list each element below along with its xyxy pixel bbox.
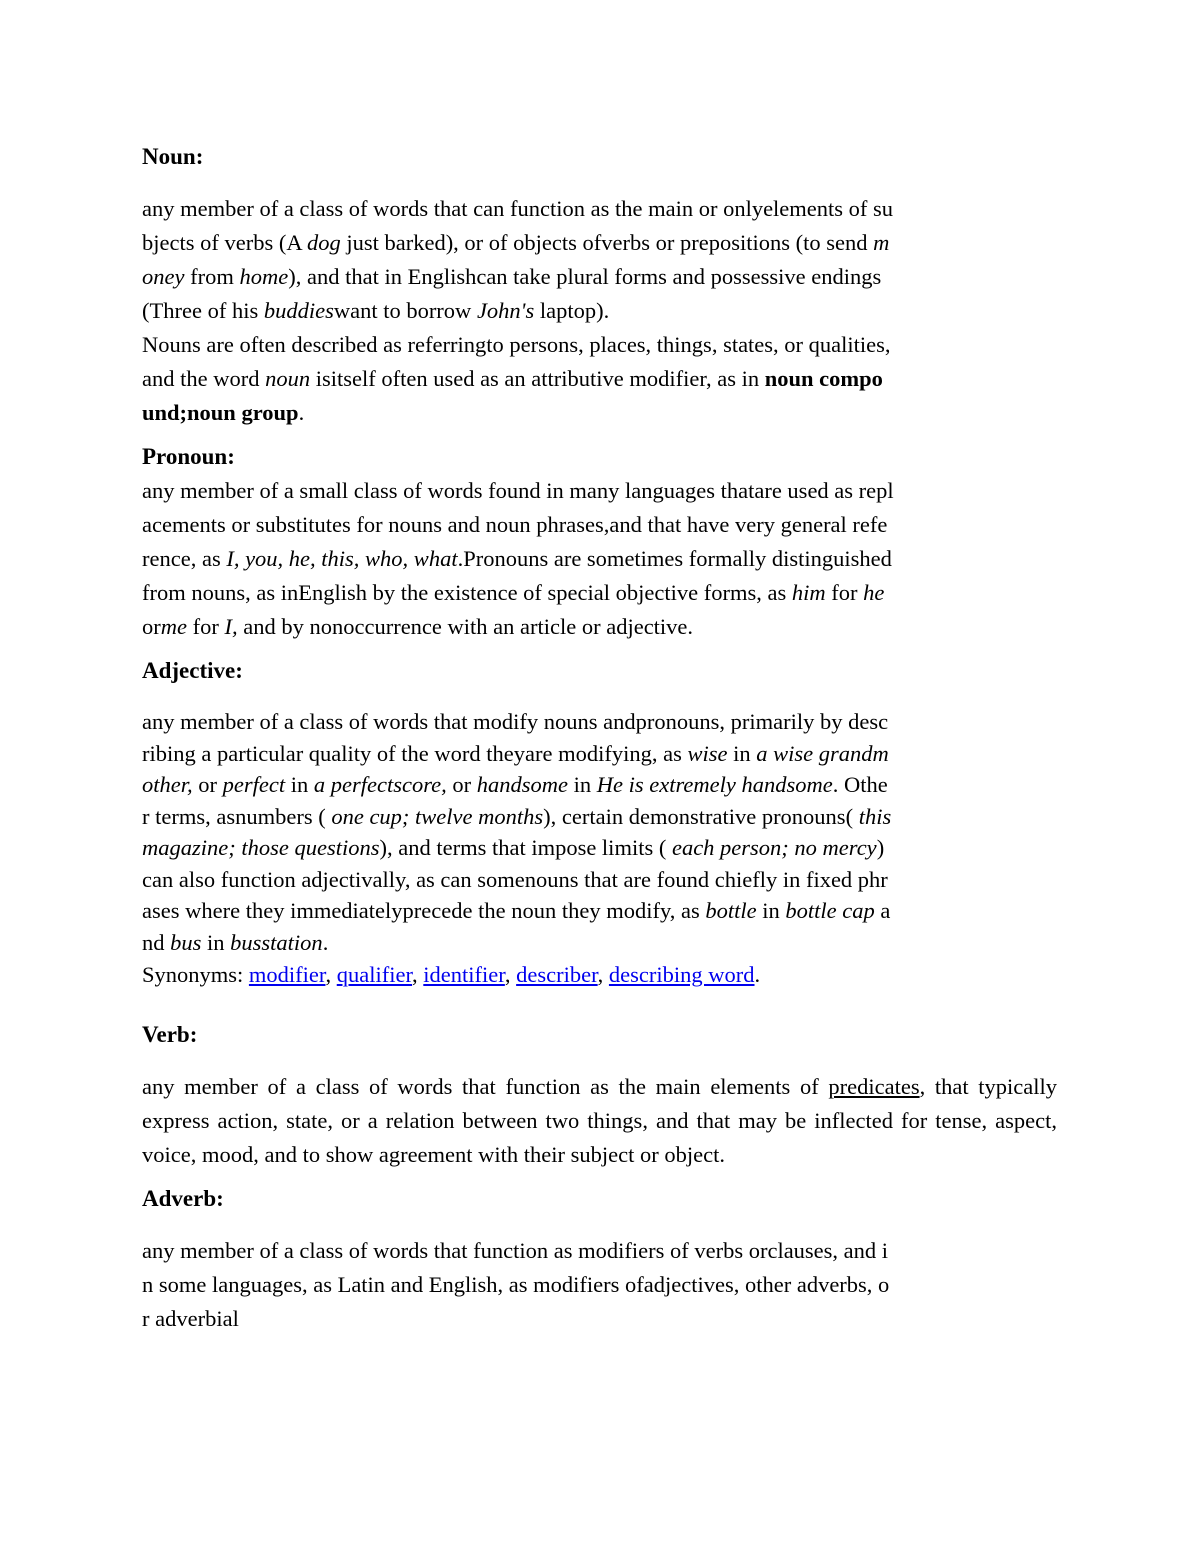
synonym-link-describing-word[interactable]: describing word (608, 962, 755, 987)
adjective-heading: Adjective: (142, 658, 243, 683)
verb-definition: any member of a class of words that function as the main elements of predicates, that typically express action, state, or a relation between two things, and that may be inflected for tense, aspect, voice, mood, and to show agreement with their subject or object. (142, 1074, 1057, 1167)
noun-heading: Noun: (142, 144, 204, 169)
adverb-definition: any member of a class of words that function as modifiers of verbs orclauses, and i n some languages, as Latin and English, as modifiers ofadjectives, other adverbs, o r adverbial (142, 1238, 890, 1331)
pronoun-definition: any member of a small class of words found in many languages thatare used as repl acements or substitutes for nouns and noun phrases,and that have very general refe rence, as I, you, he, this, who, what.Pronouns are sometimes formally distinguished from nouns, as inEnglish by the existence of special objective forms, as him for he orme for I, and by nonoccurrence with an article or adjective. (142, 478, 894, 639)
document-page (142, 140, 1057, 1336)
adjective-synonyms: Synonyms: modifier, qualifier, identifier, describer, describing word. (142, 962, 761, 987)
synonym-link-describer[interactable]: describer (516, 962, 598, 987)
synonyms-label: Synonyms: (142, 962, 249, 987)
verb-heading: Verb: (142, 1022, 198, 1047)
noun-description: Nouns are often described as referringto persons, places, things, states, or qualities, and the word noun isitself often used as an attributive modifier, as in noun compo und;noun group. (142, 332, 891, 425)
synonym-link-qualifier[interactable]: qualifier (336, 962, 413, 987)
adverb-heading: Adverb: (142, 1186, 224, 1211)
predicates-link[interactable]: predicates (828, 1074, 920, 1099)
pronoun-heading: Pronoun: (142, 444, 235, 469)
noun-definition: any member of a class of words that can function as the main or onlyelements of su bjects of verbs (A dog just barked), or of objects ofverbs or prepositions (to send m oney from home), and that in Englishcan take plural forms and possessive endings (Three of his buddieswant to borrow John's laptop). (142, 196, 894, 323)
synonym-link-modifier[interactable]: modifier (248, 962, 326, 987)
synonym-link-identifier[interactable]: identifier (423, 962, 505, 987)
adjective-definition: any member of a class of words that modify nouns andpronouns, primarily by desc ribing a particular quality of the word theyare modifying, as wise in a wise grandm other, or perfect in a perfectscore, or handsome in He is extremely handsome. Othe r terms, asnumbers ( one cup; twelve months), certain demonstrative pronouns( this magazine; those questions), and terms that impose limits ( each person; no mercy) can also function adjectivally, as can somenouns that are found chiefly in fixed phr ases where they immediatelyprecede the noun they modify, as bottle in bottle cap a nd bus in busstation. (142, 709, 892, 955)
